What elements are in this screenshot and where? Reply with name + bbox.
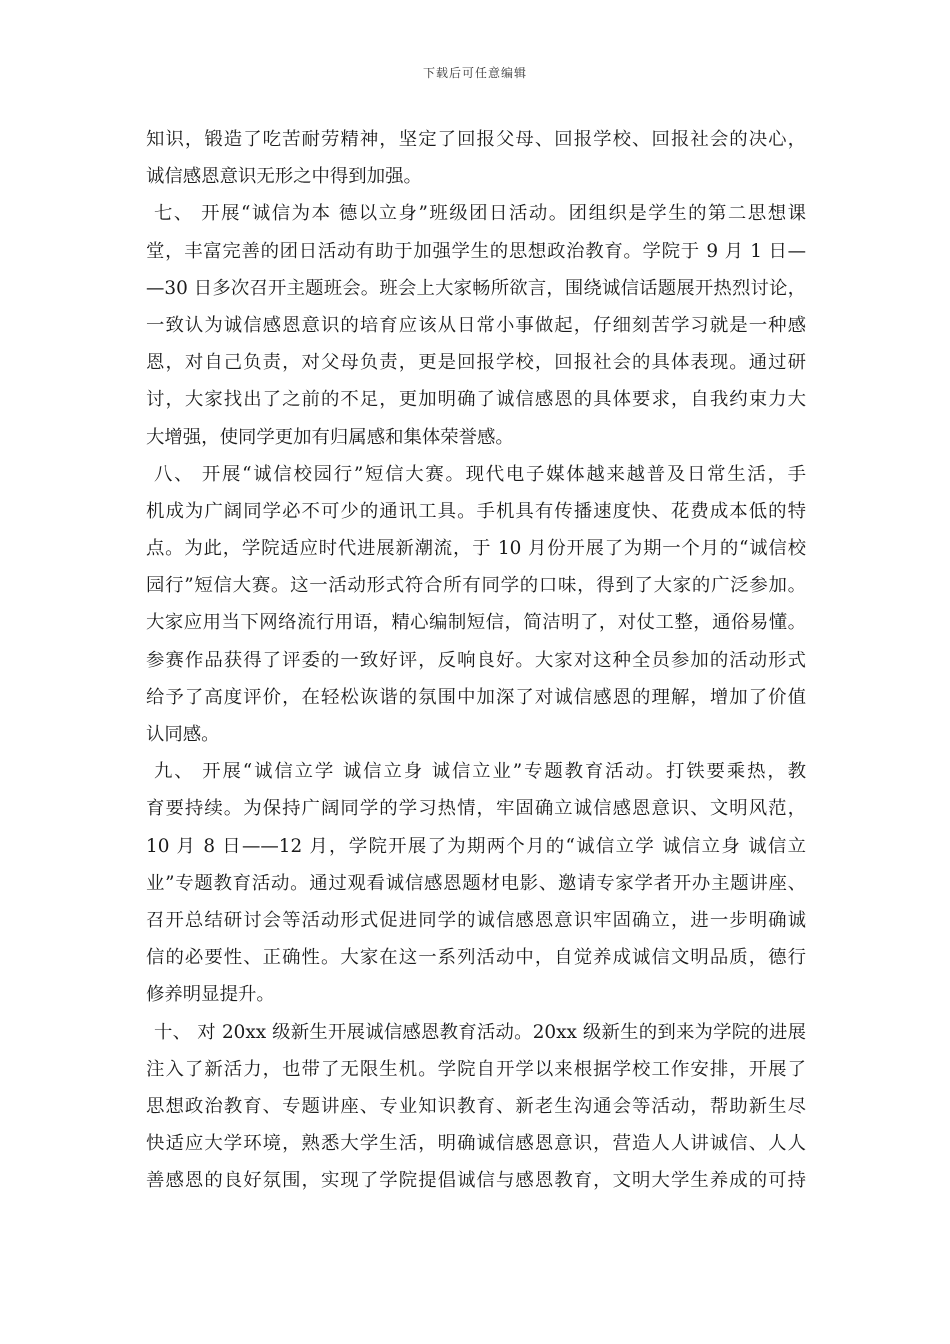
text-line: 堂，丰富完善的团日活动有助于加强学生的思想政治教育。学院于 9 月 1 日—: [146, 240, 806, 262]
text-line: 一致认为诚信感恩意识的培育应该从日常小事做起，仔细刻苦学习就是一种感: [146, 314, 806, 336]
section-heading-line: 八、 开展“诚信校园行”短信大赛。现代电子媒体越来越普及日常生活，手: [154, 463, 806, 485]
text-line: 业”专题教育活动。通过观看诚信感恩题材电影、邀请专家学者开办主题讲座、: [146, 872, 806, 894]
text-line: 机成为广阔同学必不可少的通讯工具。手机具有传播速度快、花费成本低的特: [146, 500, 806, 522]
text-line: 信的必要性、正确性。大家在这一系列活动中，自觉养成诚信文明品质，德行: [146, 947, 806, 969]
text-line: 10 月 8 日——12 月，学院开展了为期两个月的“诚信立学 诚信立身 诚信立: [146, 835, 806, 857]
text-line: 恩，对自己负责，对父母负责，更是回报学校，回报社会的具体表现。通过研: [146, 352, 806, 374]
text-line: 注入了新活力，也带了无限生机。学院自开学以来根据学校工作安排，开展了: [146, 1058, 806, 1080]
text-line: 点。为此，学院适应时代进展新潮流，于 10 月份开展了为期一个月的“诚信校: [146, 538, 806, 560]
text-line: —30 日多次召开主题班会。班会上大家畅所欲言，围绕诚信话题展开热烈讨论，: [146, 277, 806, 299]
text-line: 大增强，使同学更加有归属感和集体荣誉感。: [146, 426, 514, 448]
text-line: 讨，大家找出了之前的不足，更加明确了诚信感恩的具体要求，自我约束力大: [146, 389, 806, 411]
section-heading-line: 十、 对 20xx 级新生开展诚信感恩教育活动。20xx 级新生的到来为学院的进展: [154, 1021, 806, 1043]
text-line: 参赛作品获得了评委的一致好评，反响良好。大家对这种全员参加的活动形式: [146, 649, 806, 671]
text-line: 修养明显提升。: [146, 984, 275, 1006]
document-body: [146, 121, 806, 1199]
text-line: 善感恩的良好氛围，实现了学院提倡诚信与感恩教育，文明大学生养成的可持: [146, 1170, 806, 1192]
text-line: 认同感。: [146, 724, 220, 745]
text-line: 思想政治教育、专题讲座、专业知识教育、新老生沟通会等活动，帮助新生尽: [146, 1095, 806, 1117]
text-line: 诚信感恩意识无形之中得到加强。: [146, 166, 422, 188]
text-line: 知识，锻造了吃苦耐劳精神，坚定了回报父母、回报学校、回报社会的决心，: [146, 129, 806, 150]
text-line: 召开总结研讨会等活动形式促进同学的诚信感恩意识牢固确立，进一步明确诚: [146, 909, 806, 931]
text-line: 园行”短信大赛。这一活动形式符合所有同学的口味，得到了大家的广泛参加。: [146, 575, 806, 597]
text-line: 育要持续。为保持广阔同学的学习热情，牢固确立诚信感恩意识、文明风范，: [146, 798, 806, 820]
section-heading-line: 九、 开展“诚信立学 诚信立身 诚信立业”专题教育活动。打铁要乘热，教: [154, 761, 806, 783]
text-line: 快适应大学环境，熟悉大学生活，明确诚信感恩意识，营造人人讲诚信、人人: [146, 1133, 806, 1155]
text-line: 大家应用当下网络流行用语，精心编制短信，简洁明了，对仗工整，通俗易懂。: [146, 612, 806, 634]
page-header: 下载后可任意编辑: [422, 66, 527, 80]
text-line: 给予了高度评价，在轻松诙谐的氛围中加深了对诚信感恩的理解，增加了价值: [146, 686, 806, 708]
section-heading-line: 七、 开展“诚信为本 德以立身”班级团日活动。团组织是学生的第二思想课: [154, 203, 806, 225]
